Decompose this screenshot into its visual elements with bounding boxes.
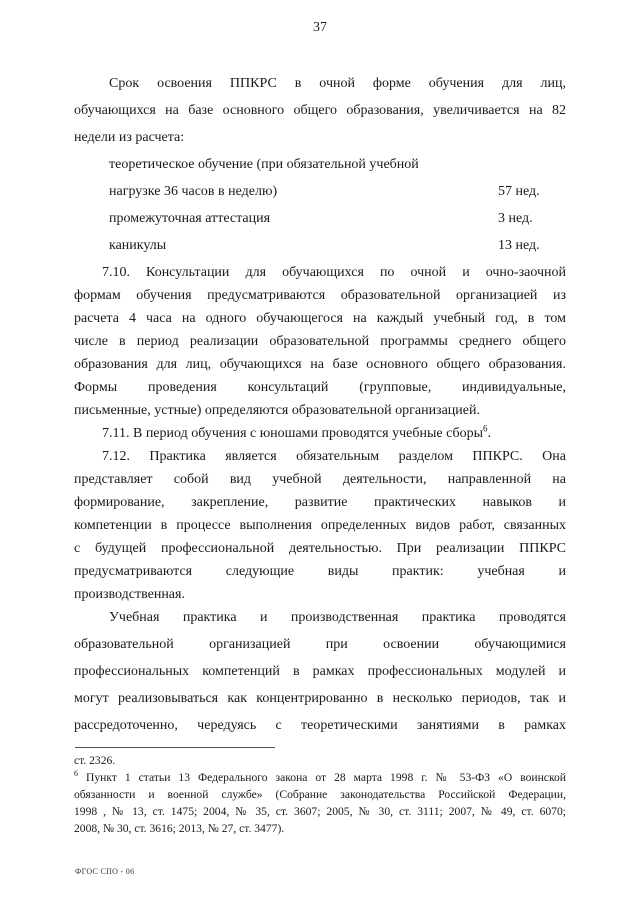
section-7-10-line-6: Формы проведения консультаций (групповые, индивидуальные, bbox=[74, 380, 566, 395]
practice-line-2: образовательной организацией при освоении обучающимися bbox=[74, 637, 566, 652]
section-7-12-line-3: формирование, закрепление, развитие практических навыков и bbox=[74, 495, 566, 510]
section-7-10-line-3: расчета 4 часа на одного обучающегося на каждый учебный год, в том bbox=[74, 311, 566, 326]
page-number: 37 bbox=[313, 20, 327, 35]
section-7-12-line-6: предусматриваются следующие виды практик: учебная и bbox=[74, 564, 566, 579]
schedule-holidays-label: каникулы bbox=[109, 238, 167, 253]
section-7-11 bbox=[102, 423, 492, 442]
section-7-11-text: 7.11. В период обучения с юношами проводятся учебные сборы bbox=[102, 426, 484, 441]
document-stamp: ФГОС СПО - 06 bbox=[75, 867, 135, 876]
practice-line-5: рассредоточенно, чередуясь с теоретическими занятиями в рамках bbox=[74, 718, 566, 733]
section-7-10-line-7: письменные, устные) определяются образовательной организацией. bbox=[74, 403, 480, 418]
section-7-12-line-7: производственная. bbox=[74, 587, 185, 602]
section-7-11-period: . bbox=[487, 426, 492, 441]
schedule-holidays-value: 13 нед. bbox=[498, 238, 540, 253]
practice-line-1: Учебная практика и производственная практика проводятся bbox=[109, 610, 566, 625]
footnote-6-line-1 bbox=[74, 771, 566, 784]
section-7-10-line-1: 7.10. Консультации для обучающихся по очной и очно-заочной bbox=[102, 265, 566, 280]
section-7-10-line-5: образования для лиц, обучающихся на базе основного общего образования. bbox=[74, 357, 566, 372]
footnote-6-marker: 6 bbox=[74, 769, 78, 779]
section-7-10-line-4: числе в период реализации образовательной программы среднего общего bbox=[74, 334, 566, 349]
schedule-theory-line-2: нагрузке 36 часов в неделю) bbox=[109, 184, 278, 199]
footnote-6-line-1-text: Пункт 1 статьи 13 Федерального закона от 28 марта 1998 г. № 53-ФЗ «О воинской bbox=[85, 771, 566, 784]
section-7-12-line-1: 7.12. Практика является обязательным разделом ППКРС. Она bbox=[102, 449, 566, 464]
footnote-separator bbox=[75, 747, 275, 748]
intro-line-3: недели из расчета: bbox=[74, 130, 185, 145]
footnote-6-line-3: 1998 , № 13, ст. 1475; 2004, № 35, ст. 3607; 2005, № 30, ст. 3111; 2007, № 49, ст. 6070; bbox=[74, 805, 566, 818]
section-7-12-line-5: с будущей профессиональной деятельностью. При реализации ППКРС bbox=[74, 541, 566, 556]
schedule-interim-label: промежуточная аттестация bbox=[109, 211, 271, 226]
section-7-10-line-2: формам обучения предусматриваются образовательной организацией из bbox=[74, 288, 566, 303]
schedule-interim-value: 3 нед. bbox=[498, 211, 533, 226]
section-7-12-line-2: представляет собой вид учебной деятельности, направленной на bbox=[74, 472, 566, 487]
schedule-theory-line-1: теоретическое обучение (при обязательной учебной bbox=[109, 157, 419, 172]
practice-line-3: профессиональных компетенций в рамках профессиональных модулей и bbox=[74, 664, 566, 679]
intro-line-1: Срок освоения ППКРС в очной форме обучения для лиц, bbox=[109, 76, 566, 91]
footnote-6-line-4: 2008, № 30, ст. 3616; 2013, № 27, ст. 3477). bbox=[74, 822, 285, 835]
footnote-6-line-2: обязанности и военной службе» (Собрание законодательства Российской Федерации, bbox=[74, 788, 566, 801]
footnote-continuation: ст. 2326. bbox=[74, 754, 116, 767]
intro-line-2: обучающихся на базе основного общего образования, увеличивается на 82 bbox=[74, 103, 566, 118]
practice-line-4: могут реализовываться как концентрированно в несколько периодов, так и bbox=[74, 691, 566, 706]
schedule-theory-value: 57 нед. bbox=[498, 184, 540, 199]
section-7-12-line-4: компетенции в процессе выполнения определенных видов работ, связанных bbox=[74, 518, 566, 533]
footnote-ref-6: 6 bbox=[483, 423, 488, 434]
